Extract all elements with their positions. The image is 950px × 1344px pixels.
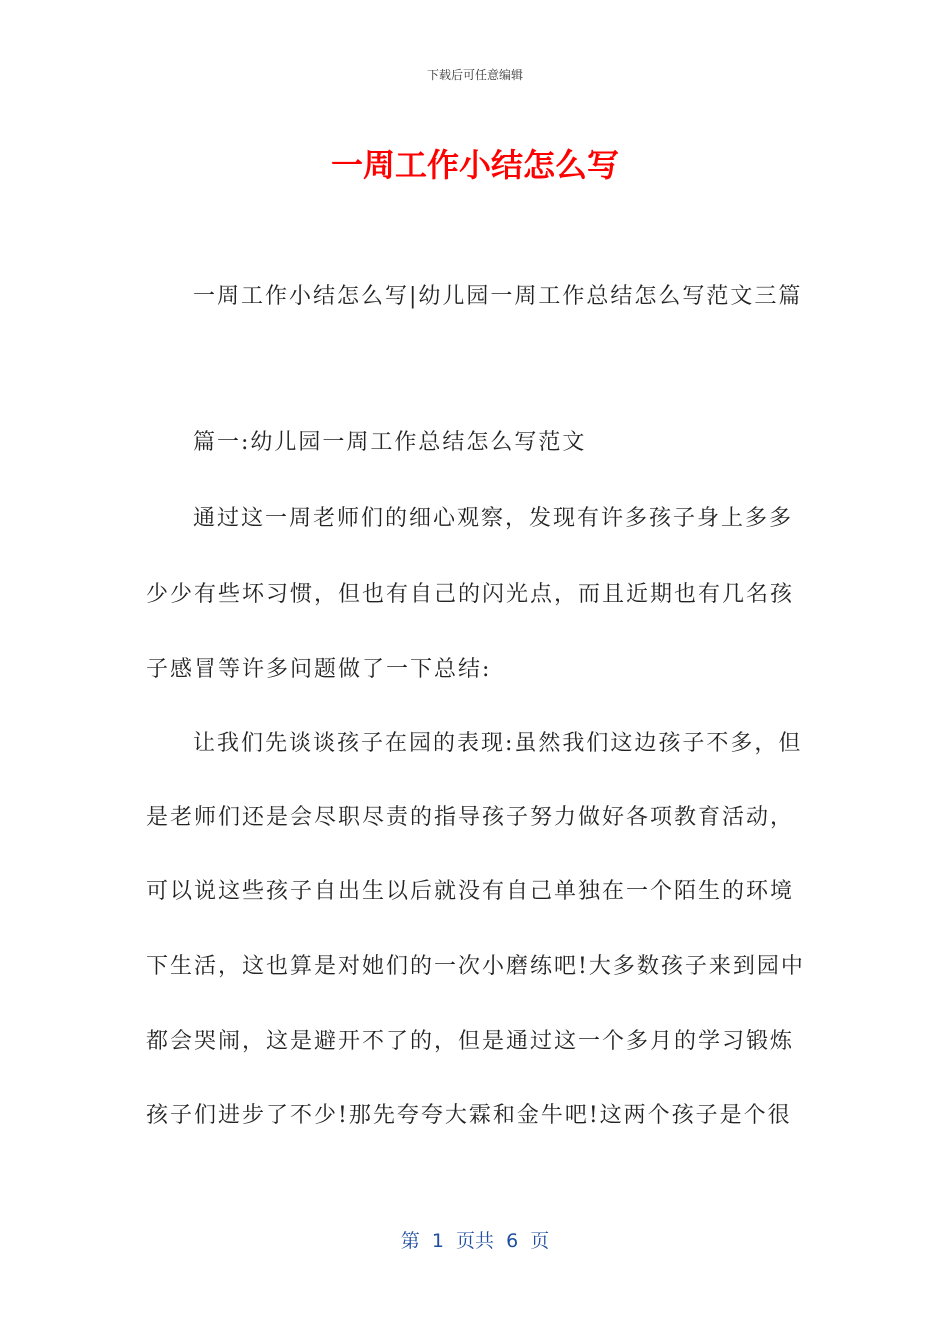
paragraph-line: 可以说这些孩子自出生以后就没有自己单独在一个陌生的环境: [146, 879, 795, 904]
paragraph-line: 通过这一周老师们的细心观察，发现有许多孩子身上多多: [193, 506, 794, 531]
paragraph-line: 子感冒等许多问题做了一下总结:: [146, 657, 492, 682]
document-subtitle: 一周工作小结怎么写|幼儿园一周工作总结怎么写范文三篇: [193, 284, 803, 309]
paragraph-line: 少少有些坏习惯，但也有自己的闪光点，而且近期也有几名孩: [146, 582, 795, 607]
paragraph-line: 下生活，这也算是对她们的一次小磨练吧!大多数孩子来到园中: [146, 954, 805, 979]
section-heading: 篇一:幼儿园一周工作总结怎么写范文: [193, 430, 587, 455]
paragraph-line: 是老师们还是会尽职尽责的指导孩子努力做好各项教育活动，: [146, 805, 795, 830]
paragraph-line: 孩子们进步了不少!那先夸夸大霖和金牛吧!这两个孩子是个很: [146, 1103, 792, 1128]
paragraph-line: 都会哭闹，这是避开不了的，但是通过这一个多月的学习锻炼: [146, 1029, 795, 1054]
paragraph-line: 让我们先谈谈孩子在园的表现:虽然我们这边孩子不多，但: [193, 731, 803, 756]
page-number-footer: 第 1 页共 6 页: [400, 1230, 550, 1252]
header-note: 下载后可任意编辑: [426, 68, 523, 82]
document-title: 一周工作小结怎么写: [330, 146, 619, 184]
